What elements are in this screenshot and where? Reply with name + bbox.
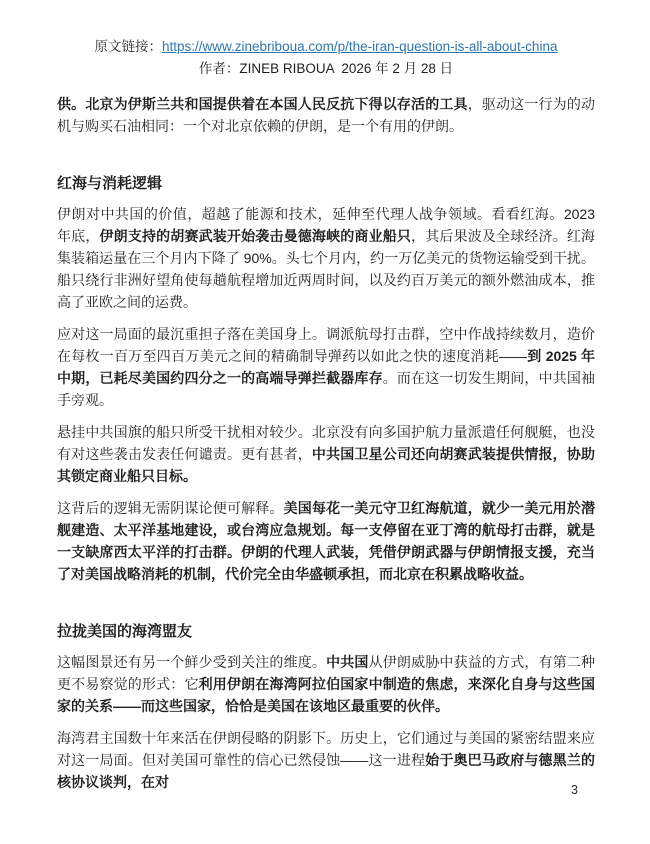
paragraph <box>57 203 595 313</box>
text-run: ，驱动这一行为的动机与购买石油相同：一个对北京依赖的伊朗，是一个有用的伊朗。 <box>57 96 596 134</box>
source-line <box>57 36 595 58</box>
byline: 作者：ZINEB RIBOUA 2026 年 2 月 28 日 <box>198 61 454 76</box>
text-run-bold: 中共国 <box>326 654 369 670</box>
paragraph <box>57 651 595 717</box>
text-run: 伊朗对中共国的价值，超越了能源和技术，延伸至代理人战争领域。看看红海。2023 年底， <box>57 206 595 244</box>
paragraph <box>57 93 595 137</box>
section-heading: 拉拢美国的海湾盟友 <box>57 623 193 640</box>
text-run: 悬挂中共国旗的船只所受干扰相对较少。北京没有向多国护航力量派遣任何舰艇，也没有对这些袭击发表任何谴责。更有甚者， <box>57 424 595 462</box>
source-label: 原文链接： <box>94 39 163 54</box>
text-run-bold: 始于奥巴马政府与德黑兰的核协议谈判，在对 <box>57 752 596 790</box>
text-run-bold: 美国每花一美元守卫红海航道，就少一美元用於潜舰建造、太平洋基地建设，或台湾应急规划。每一支停留在亚丁湾的航母打击群，就是一支缺席西太平洋的打击群。伊朗的代理人武装，凭借伊朗武器与伊朗情报支援，充当了对美国战略消耗的机制，代价完全由华盛顿承担，而北京在积累战略收益。 <box>57 500 595 582</box>
document-header <box>57 36 595 80</box>
article-body <box>57 93 595 793</box>
text-run-bold: 伊朗支持的胡赛武装开始袭击曼德海峡的商业船只 <box>99 228 412 244</box>
source-link[interactable]: https://www.zinebriboua.com/p/the-iran-question-is-all-about-china <box>162 39 558 54</box>
text-run: 这背后的逻辑无需阴谋论便可解释。 <box>57 500 284 516</box>
text-run: 海湾君主国数十年来活在伊朗侵略的阴影下。历史上，它们通过与美国的紧密结盟来应对这一局面。但对美国可靠性的信心已然侵蚀——这一进程 <box>57 730 595 768</box>
section-heading: 红海与消耗逻辑 <box>57 175 163 192</box>
text-run: 应对这一局面的最沉重担子落在美国身上。调派航母打击群，空中作战持续数月，造价在每枚一百万至四百万美元之间的精确制导弹药以如此之快的速度消耗—— <box>57 326 595 364</box>
text-run: ，其后果波及全球经济。红海集装箱运量在三个月内下降了 90%。头七个月内，约一万亿美元的货物运输受到干扰。船只绕行非洲好望角使每趟航程增加近两周时间，以及约百万美元的额外燃油成本，推高了亚欧之间的运费。 <box>57 228 596 310</box>
text-run-bold: 供。北京为伊斯兰共和国提供着在本国人民反抗下得以存活的工具 <box>57 96 468 112</box>
text-run: 从伊朗威胁中获益的方式，有第二种更不易察觉的形式：它 <box>57 654 596 692</box>
page-number: 3 <box>571 783 578 797</box>
text-run: 。而在这一切发生期间，中共国袖手旁观。 <box>57 370 596 408</box>
text-run-bold: 中共国卫星公司还向胡赛武装提供情报，协助其锁定商业船只目标。 <box>57 446 596 484</box>
paragraph <box>57 497 595 585</box>
text-run-bold: 到 2025 年中期，已耗尽美国约四分之一的高端导弹拦截器库存 <box>57 348 595 386</box>
paragraph <box>57 421 595 487</box>
text-run-bold: 利用伊朗在海湾阿拉伯国家中制造的焦虑，来深化自身与这些国家的关系——而这些国家，恰恰是美国在该地区最重要的伙伴。 <box>57 676 596 714</box>
text-run: 这幅图景还有另一个鲜少受到关注的维度。 <box>57 654 327 670</box>
paragraph <box>57 323 595 411</box>
paragraph <box>57 727 595 793</box>
